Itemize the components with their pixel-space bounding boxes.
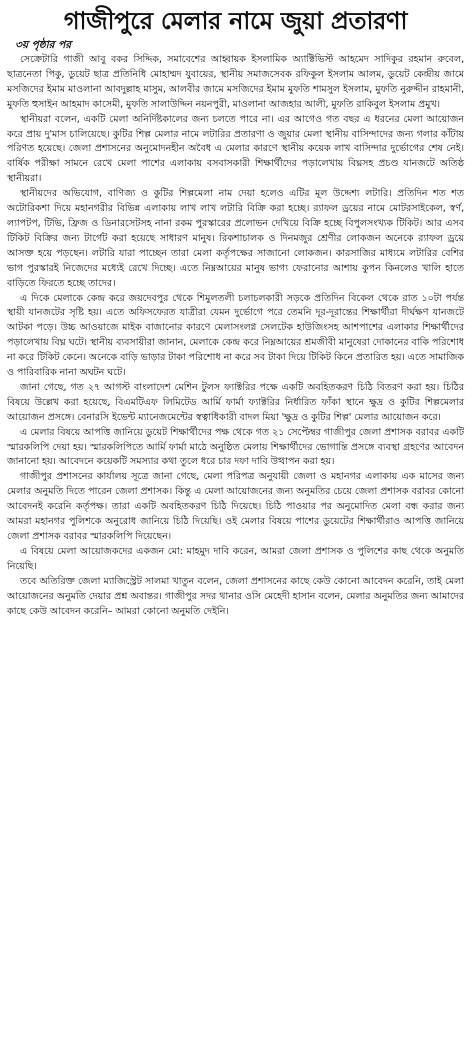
paragraph-5: জানা গেছে, গত ২৭ আগস্ট বাংলাদেশ মেশিন টুলস ফ্যাক্টরির পক্ষে একটি অবহিতকরণ চিঠি বিতরণ করা হয়। চিঠির বিষয়ে উল্লেখ করা হয়েছে, বিএমটিএফ লিমিটেড আর্মি ফার্মা ফ্যাক্টরির নির্ধারিত ফাঁকা স্থানে ক্ষুদ্র ও কুটির শিল্পমেলার আয়োজন প্রসঙ্গে। বেনারসি ইভেন্ট ম্যানেজমেন্টের স্বত্বাধিকারী বাদল মিয়া 'ক্ষুদ্র ও কুটির শিল্প' মেলার আয়োজন করে। (7, 381, 464, 423)
article-body (7, 53, 464, 619)
headline: গাজীপুরে মেলার নামে জুয়া প্রতারণা (63, 7, 408, 35)
paragraph-8: এ বিষয়ে মেলা আয়োজকদের একজন মো: মাহমুদ দাবি করেন, আমরা জেলা প্রশাসক ও পুলিশের কাছ থেকে অনুমতি নিয়েছি। (7, 545, 464, 572)
paragraph-2: স্থানীয়রা বলেন, একটি মেলা অনির্দিষ্টকালের জন্য চলতে পারে না। এর আগেও গত বছর এ ধরনের মেলা আয়োজন করে প্রায় দু'মাস চালিয়েছে। কুটির শিল্প মেলার নামে লটারির প্রতারণা ও জুয়ার মেলা স্থানীয় বাসিন্দাদের জন্য গলার কাঁটায় পরিণত হয়েছে। জেলা প্রশাসনের অনুমোদনহীন অবৈধ এ মেলার কারণে স্থানীয় কয়েক লাখ বাসিন্দার দুর্ভোগের শেষ নেই। বার্ষিক পরীক্ষা সামনে রেখে মেলা পাশের এলাকায় বসবাসকারী শিক্ষার্থীদের পড়ালেখায় বিঘ্নসহ প্রচণ্ড যানজটে অতিষ্ঠ স্থানীয়রা। (7, 113, 464, 185)
paragraph-3: স্থানীয়দের অভিযোগ, বাণিজ্য ও কুটির শিল্পমেলা নাম দেয়া হলেও এটির মূল উদ্দেশ্য লটারি। প্রতিদিন শত শত অটোরিকশা দিয়ে মহানগরীর বিভিন্ন এলাকায় লাখ লাখ লটারি বিক্রি করা হচ্ছে। র‍্যাফল ড্রয়ের নামে মোটরসাইকেল, স্বর্ণ, ল্যাপটপ, টিভি, ফ্রিজ ও ডিনারসেটসহ নানা রকম পুরস্কারের প্রলোভন দেখিয়ে বিক্রি হচ্ছে বিপুলসংখ্যক টিকিট। আর এসব টিকিট বিক্রির জন্য টার্গেট করা হয়েছে সাধারণ মানুষ। রিকশাচালক ও দিনমজুর শ্রেণীর লোকজন অনেকে র‍্যাফল ড্রয়ে আসক্ত হয়ে পড়ছেন। লটারি যারা পাচ্ছেন তারা মেলা কর্তৃপক্ষের সাজানো লোকজন। কারসাজির মাধ্যমে লটারির বেশির ভাগ পুরস্কারই নিজেদের মধ্যেই রেখে দিচ্ছে। এতে নিম্নআয়ের মানুষ ভাগ্য ফেরানোর আশায় কুপন কিনলেও খালি হাতে বাড়িতে ফিরতে হচ্ছে তাদের। (7, 188, 464, 289)
paragraph-9: তবে অতিরিক্ত জেলা ম্যাজিস্ট্রেট সালমা খাতুন বলেন, জেলা প্রশাসনের কাছে কেউ কোনো আবেদন করেনি, তাই মেলা আয়োজনের অনুমতি দেয়ার প্রশ্ন অবান্তর। গাজীপুর সদর থানার ওসি মেহেদী হাসান বলেন, মেলার অনুমতির জন্য আমাদের কাছে কেউ আবেদন করেনি– আমরা কোনো অনুমতি দেইনি। (7, 575, 464, 617)
paragraph-4: এ দিকে মেলাকে কেন্দ্র করে জয়দেবপুর থেকে শিমুলতলী চলাচলকারী সড়কে প্রতিদিন বিকেল থেকে রাত ১০টা পর্যন্ত স্থায়ী যানজটের সৃষ্টি হয়। এতে অফিসফেরত যাত্রীরা যেমন দুর্ভোগে পরে তেমনি দূর-দূরান্তের শিক্ষার্থীরা দীর্ঘক্ষণ যানজটে আটকা পড়ে। উচ্চ আওয়াজে মাইক বাজানোর কারণে মেলাসংলগ্ন সেলটেক হাউজিংসহ আশপাশের এলাকার শিক্ষার্থীদের পড়ালেখায় বিঘ্ন ঘটে। স্থানীয় ব্যবসায়ীরা জানান, মেলাকে কেন্দ্র করে নিম্নআয়ের শ্রমজীবী মানুষেরা দোকানের বাকি পরিশোধ না করে টিকিট কেনে। অনেকে বাড়ি ভাড়ার টাকা পরিশোধ না করে সব টাকা দিয়ে টিকিট কিনে প্রতারিত হয়। এতে সামাজিক ও পারিবারিক নানা অঘটন ঘটে। (7, 292, 464, 379)
paragraph-6: এ মেলার বিষয়ে আপত্তি জানিয়ে ডুয়েট শিক্ষার্থীদের পক্ষ থেকে গত ২১ সেপ্টেম্বর গাজীপুর জেলা প্রশাসক বরাবর একটি স্মারকলিপি দেয়া হয়। স্মারকলিপিতে আর্মি ফার্মা মাঠে অনুষ্ঠিত মেলায় শিক্ষার্থীদের ভোগান্তি প্রসঙ্গে ব্যবস্থা গ্রহণের আবেদন জানানো হয়। আবেদনে কয়েকটি সমস্যার কথা তুলে ধরে চার দফা দাবি উত্থাপন করা হয়। (7, 426, 464, 468)
paragraph-1: সেক্রেটারি গাজী আবু বকর সিদ্দিক, সমাবেশের আহ্বায়ক ইসলামিক অ্যাক্টিভিস্ট আহমেদ সাদিকুর রহমান রুবেল, ছাত্রনেতা পিকু, ডুয়েট ছাত্র প্রতিনিধি মোহাম্মদ যুবায়ের, স্থানীয় সমাজসেবক রফিকুল ইসলাম আলম, ডুয়েট কেন্দ্রীয় জামে মসজিদের ইমাম মাওলানা আবদুল্লাহ মাসুম, আলবীর জামে মসজিদের ইমাম মুফতি শামসুল ইসলাম, মুফতি নুরুদ্দীন রাহমানী, মুফতি হুসাইন আহমাদ কাসেমী, মুফতি সালাউদ্দিন নয়নপুরী, মাওলানা আজহার আলী, মুফতি রাকিবুল ইসলাম প্রমুখ। (7, 54, 464, 110)
continuation-note: ৩য় পৃষ্ঠার পর (15, 39, 72, 51)
paragraph-7: গাজীপুর প্রশাসনের কার্যালয় সূত্রে জানা গেছে, মেলা পরিপত্র অনুযায়ী জেলা ও মহানগর এলাকায় এক মাসের জন্য মেলার অনুমতি দিতে পারেন জেলা প্রশাসক। কিন্তু এ মেলা আয়োজনের জন্য অনুমতির চেয়ে জেলা প্রশাসক বরাবর কোনো আবেদনই করেনি কর্তৃপক্ষ। তারা একটি অবহিতকরণ চিঠি দিয়েছে। চিঠি পাওয়ার পর অনুমোদিত মেলা বন্ধ করার জন্য আমরা মহানগর পুলিশকে অনুরোধ জানিয়ে চিঠি দিয়েছি। ওই মেলার বিষয়ে পাশের ডুয়েটের শিক্ষার্থীরাও আপত্তি জানিয়ে জেলা প্রশাসক বরাবর স্মারকলিপি দিয়েছেন। (7, 471, 464, 542)
